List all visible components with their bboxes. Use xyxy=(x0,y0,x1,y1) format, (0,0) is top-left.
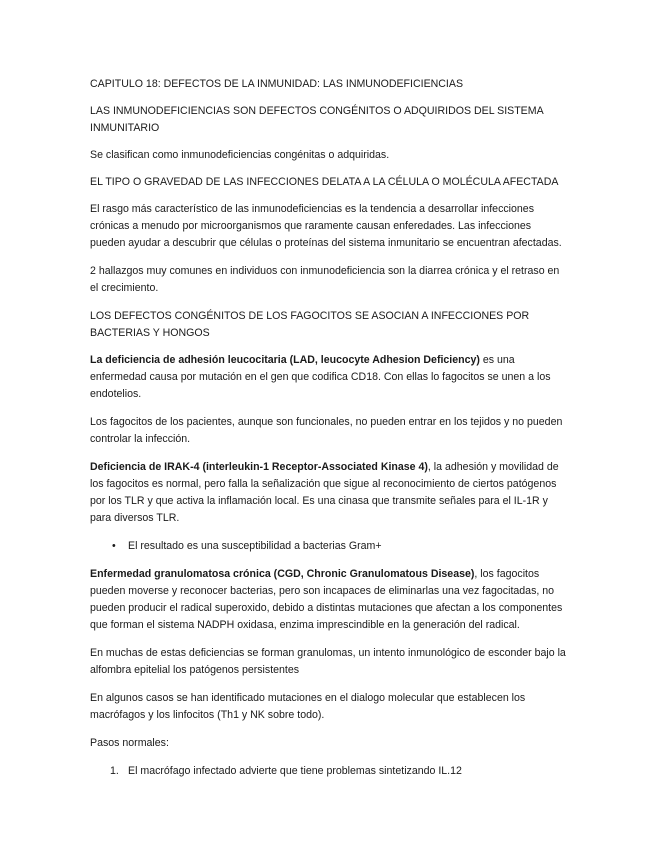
cgd-term: Enfermedad granulomatosa crónica (CGD, Chronic Granulomatous Disease) xyxy=(90,568,475,580)
bullet-list xyxy=(90,538,568,555)
paragraph-2: El rasgo más característico de las inmunodeficiencias es la tendencia a desarrollar infecciones crónicas a menudo por microorganismos que raramente causan enferedades. Las infecciones pueden ayudar a descubrir que células o proteínas del sistema inmunitario se encuentran afectadas. xyxy=(90,203,562,249)
paragraph-5: Los fagocitos de los pacientes, aunque son funcionales, no pueden entrar en los tejidos y no pueden controlar la infección. xyxy=(90,416,563,445)
paragraph-9: En algunos casos se han identificado mutaciones en el dialogo molecular que establecen los macrófagos y los linfocitos (Th1 y NK sobre todo). xyxy=(90,692,526,721)
paragraph-3: 2 hallazgos muy comunes en individuos con inmunodeficiencia son la diarrea crónica y el retraso en el crecimiento. xyxy=(90,265,560,294)
paragraph-1: Se clasifican como inmunodeficiencias congénitas o adquiridas. xyxy=(90,149,390,161)
chapter-title: CAPITULO 18: DEFECTOS DE LA INMUNIDAD: LAS INMUNODEFICIENCIAS xyxy=(90,78,464,90)
numbered-list xyxy=(90,763,568,780)
lad-description: es una enfermedad causa por mutación en el gen que codifica CD18. Con ellas lo fagocitos se unen a los endotelios. xyxy=(90,354,551,400)
paragraph-10: Pasos normales: xyxy=(90,737,169,749)
step-text: El macrófago infectado advierte que tiene problemas sintetizando IL.12 xyxy=(128,765,462,777)
list-item xyxy=(90,763,568,780)
step-number: 1. xyxy=(110,765,119,777)
cgd-description: , los fagocitos pueden moverse y reconocer bacterias, pero son incapaces de eliminarlas una vez fagocitadas, no pueden producir el radical superoxido, debido a distintas mutaciones que afectan a los componentes que forman el sistema NADPH oxidasa, enzima imprescindible en la generación del radical. xyxy=(90,568,563,631)
irak4-term: Deficiencia de IRAK-4 (interleukin-1 Receptor-Associated Kinase 4) xyxy=(90,461,428,473)
bullet-item xyxy=(90,538,568,555)
bullet-text: El resultado es una susceptibilidad a bacterias Gram+ xyxy=(128,540,382,552)
paragraph-cgd xyxy=(90,566,568,634)
paragraph-irak4 xyxy=(90,459,568,527)
section-heading-1: LAS INMUNODEFICIENCIAS SON DEFECTOS CONGÉNITOS O ADQUIRIDOS DEL SISTEMA INMUNITARIO xyxy=(90,105,544,134)
section-heading-2: EL TIPO O GRAVEDAD DE LAS INFECCIONES DELATA A LA CÉLULA O MOLÉCULA AFECTADA xyxy=(90,176,559,188)
paragraph-lad xyxy=(90,352,568,403)
lad-term: La deficiencia de adhesión leucocitaria (LAD, leucocyte Adhesion Deficiency) xyxy=(90,354,480,366)
bullet-dot-icon: • xyxy=(112,540,116,552)
section-heading-3: LOS DEFECTOS CONGÉNITOS DE LOS FAGOCITOS SE ASOCIAN A INFECCIONES POR BACTERIAS Y HONGOS xyxy=(90,310,530,339)
irak4-description: , la adhesión y movilidad de los fagocitos es normal, pero falla la señalización que sigue al reconocimiento de ciertos patógenos por los TLR y que activa la inflamación local. Es una cinasa que transmite señales para el IL-1R y para diversos TLR. xyxy=(90,461,559,524)
paragraph-8: En muchas de estas deficiencias se forman granulomas, un intento inmunológico de esconder bajo la alfombra epitelial los patógenos persistentes xyxy=(90,647,566,676)
document-page xyxy=(90,76,568,780)
